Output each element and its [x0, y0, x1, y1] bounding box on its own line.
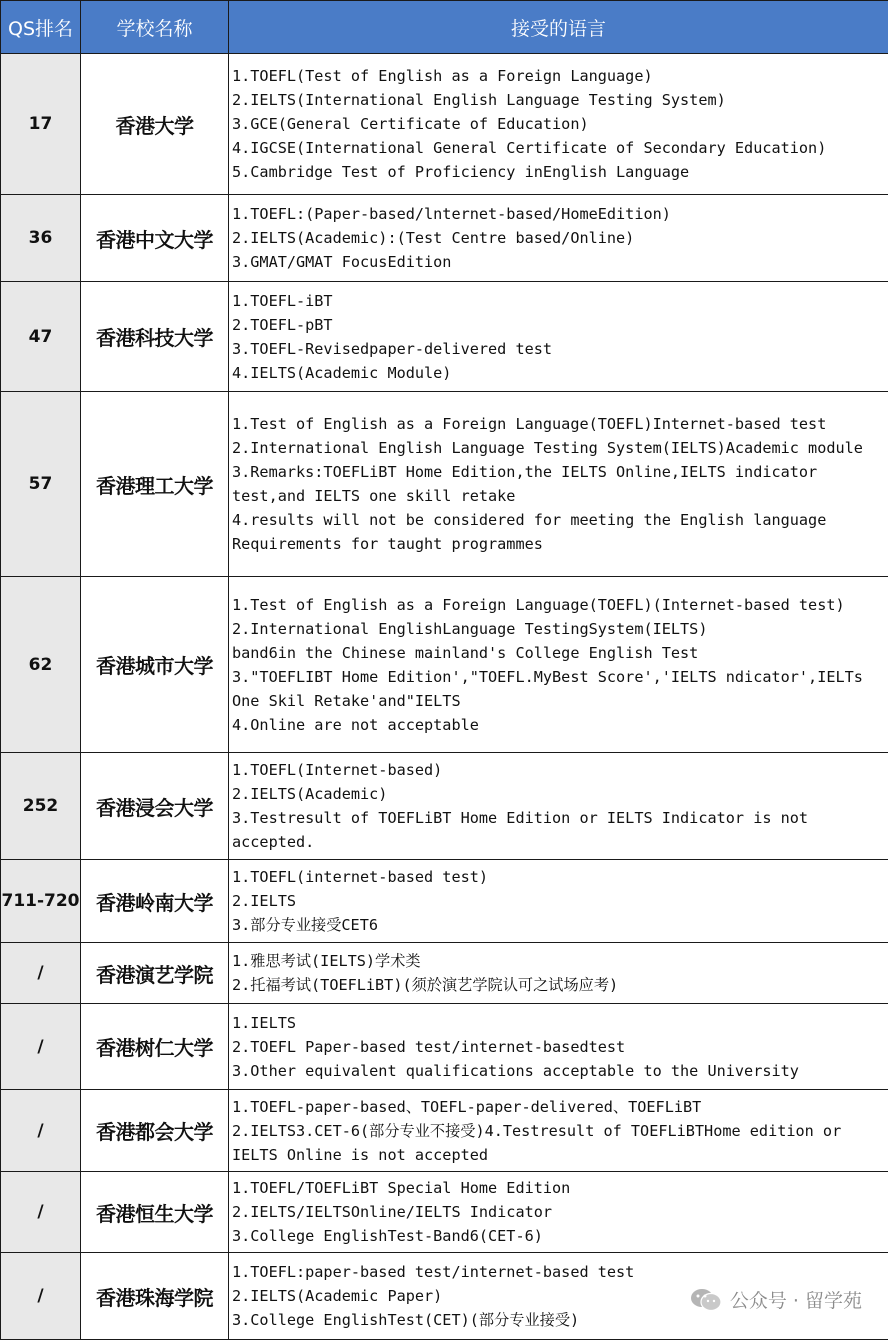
table-row [1, 753, 888, 860]
accepted-languages-cell [229, 1004, 888, 1090]
language-line: 3.Testresult of TOEFLiBT Home Edition or IELTS Indicator is not accepted. [232, 806, 884, 854]
rank-cell: / [1, 1090, 81, 1172]
school-name-cell: 香港大学 [81, 54, 229, 195]
header-row [1, 1, 888, 54]
language-line: 3.Remarks:TOEFLiBT Home Edition,the IELTS Online,IELTS indicator test,and IELTS one skill retake [232, 460, 884, 508]
language-line: 2.IELTS3.CET-6(部分专业不接受)4.Testresult of TOEFLiBTHome edition or IELTS Online is not accepted [232, 1119, 884, 1167]
table-row [1, 195, 888, 282]
table-row [1, 54, 888, 195]
language-line: 1.TOEFL(internet-based test) [232, 865, 884, 889]
language-line: 1.TOEFL(Internet-based) [232, 758, 884, 782]
language-line: 2.TOEFL Paper-based test/internet-basedtest [232, 1035, 884, 1059]
language-line: 3.TOEFL-Revisedpaper-delivered test [232, 337, 884, 361]
table-row [1, 392, 888, 577]
wechat-icon [690, 1288, 722, 1312]
school-name-cell: 香港恒生大学 [81, 1172, 229, 1253]
language-line: 2.IELTS(Academic) [232, 782, 884, 806]
accepted-languages-cell [229, 1090, 888, 1172]
table-row [1, 1004, 888, 1090]
table-row [1, 860, 888, 943]
rank-cell: 711-720 [1, 860, 81, 943]
language-line: 1.雅思考试(IELTS)学术类 [232, 949, 884, 973]
school-name-cell: 香港演艺学院 [81, 943, 229, 1004]
school-name-cell: 香港珠海学院 [81, 1253, 229, 1340]
school-name-cell: 香港都会大学 [81, 1090, 229, 1172]
language-line: 3.College EnglishTest(CET)(部分专业接受) [232, 1308, 884, 1332]
accepted-languages-cell [229, 195, 888, 282]
language-line: 3.Other equivalent qualifications acceptable to the University [232, 1059, 884, 1083]
language-line: 2.托福考试(TOEFLiBT)(须於演艺学院认可之试场应考) [232, 973, 884, 997]
language-line: 2.IELTS(Academic):(Test Centre based/Online) [232, 226, 884, 250]
table-row [1, 577, 888, 753]
language-line: 4.IELTS(Academic Module) [232, 361, 884, 385]
watermark [690, 1286, 862, 1313]
accepted-languages-cell [229, 860, 888, 943]
rank-cell: 252 [1, 753, 81, 860]
language-line: 5.Cambridge Test of Proficiency inEnglish Language [232, 160, 884, 184]
header-school: 学校名称 [81, 1, 229, 54]
rank-cell: 17 [1, 54, 81, 195]
accepted-languages-cell [229, 392, 888, 577]
language-line: 1.TOEFL/TOEFLiBT Special Home Edition [232, 1176, 884, 1200]
rank-cell: 57 [1, 392, 81, 577]
rank-cell: / [1, 1253, 81, 1340]
table-row [1, 943, 888, 1004]
header-languages: 接受的语言 [229, 1, 888, 54]
accepted-languages-cell [229, 753, 888, 860]
watermark-text: 公众号 · 留学苑 [730, 1286, 862, 1313]
language-line: 1.Test of English as a Foreign Language(TOEFL)Internet-based test [232, 412, 884, 436]
language-line: 2.IELTS(Academic Paper) [232, 1284, 884, 1308]
school-name-cell: 香港中文大学 [81, 195, 229, 282]
table-row [1, 282, 888, 392]
school-name-cell: 香港树仁大学 [81, 1004, 229, 1090]
rank-cell: 36 [1, 195, 81, 282]
language-line: 1.TOEFL(Test of English as a Foreign Language) [232, 64, 884, 88]
language-line: 4.results will not be considered for meeting the English language Requirements for taught programmes [232, 508, 884, 556]
school-name-cell: 香港岭南大学 [81, 860, 229, 943]
language-line: 1.TOEFL:paper-based test/internet-based test [232, 1260, 884, 1284]
rank-cell: / [1, 943, 81, 1004]
school-name-cell: 香港浸会大学 [81, 753, 229, 860]
language-line: 1.TOEFL-paper-based、TOEFL-paper-delivered、TOEFLiBT [232, 1095, 884, 1119]
language-line: 1.TOEFL-iBT [232, 289, 884, 313]
language-line: 4.Online are not acceptable [232, 713, 884, 737]
rank-cell: / [1, 1004, 81, 1090]
accepted-languages-cell [229, 54, 888, 195]
header-rank: QS排名 [1, 1, 81, 54]
language-line: 3."TOEFLIBT Home Edition',"TOEFL.MyBest Score','IELTS ndicator',IELTs One Skil Retake'and"IELTS [232, 665, 884, 713]
rank-cell: / [1, 1172, 81, 1253]
school-name-cell: 香港城市大学 [81, 577, 229, 753]
accepted-languages-cell [229, 943, 888, 1004]
language-line: 3.部分专业接受CET6 [232, 913, 884, 937]
school-name-cell: 香港理工大学 [81, 392, 229, 577]
language-line: 4.IGCSE(International General Certificate of Secondary Education) [232, 136, 884, 160]
language-line: 3.GCE(General Certificate of Education) [232, 112, 884, 136]
rank-cell: 47 [1, 282, 81, 392]
accepted-languages-cell [229, 577, 888, 753]
language-line: band6in the Chinese mainland's College English Test [232, 641, 884, 665]
language-line: 3.College EnglishTest-Band6(CET-6) [232, 1224, 884, 1248]
language-line: 1.IELTS [232, 1011, 884, 1035]
language-line: 2.IELTS/IELTSOnline/IELTS Indicator [232, 1200, 884, 1224]
language-line: 3.GMAT/GMAT FocusEdition [232, 250, 884, 274]
accepted-languages-cell [229, 1172, 888, 1253]
language-line: 2.IELTS(International English Language Testing System) [232, 88, 884, 112]
language-line: 2.International English Language Testing System(IELTS)Academic module [232, 436, 884, 460]
language-line: 1.TOEFL:(Paper-based/lnternet-based/HomeEdition) [232, 202, 884, 226]
school-name-cell: 香港科技大学 [81, 282, 229, 392]
language-line: 2.International EnglishLanguage TestingSystem(IELTS) [232, 617, 884, 641]
table-row [1, 1172, 888, 1253]
rank-cell: 62 [1, 577, 81, 753]
language-line: 1.Test of English as a Foreign Language(TOEFL)(Internet-based test) [232, 593, 884, 617]
language-line: 2.IELTS [232, 889, 884, 913]
language-line: 2.TOEFL-pBT [232, 313, 884, 337]
table-row [1, 1090, 888, 1172]
accepted-languages-cell [229, 282, 888, 392]
